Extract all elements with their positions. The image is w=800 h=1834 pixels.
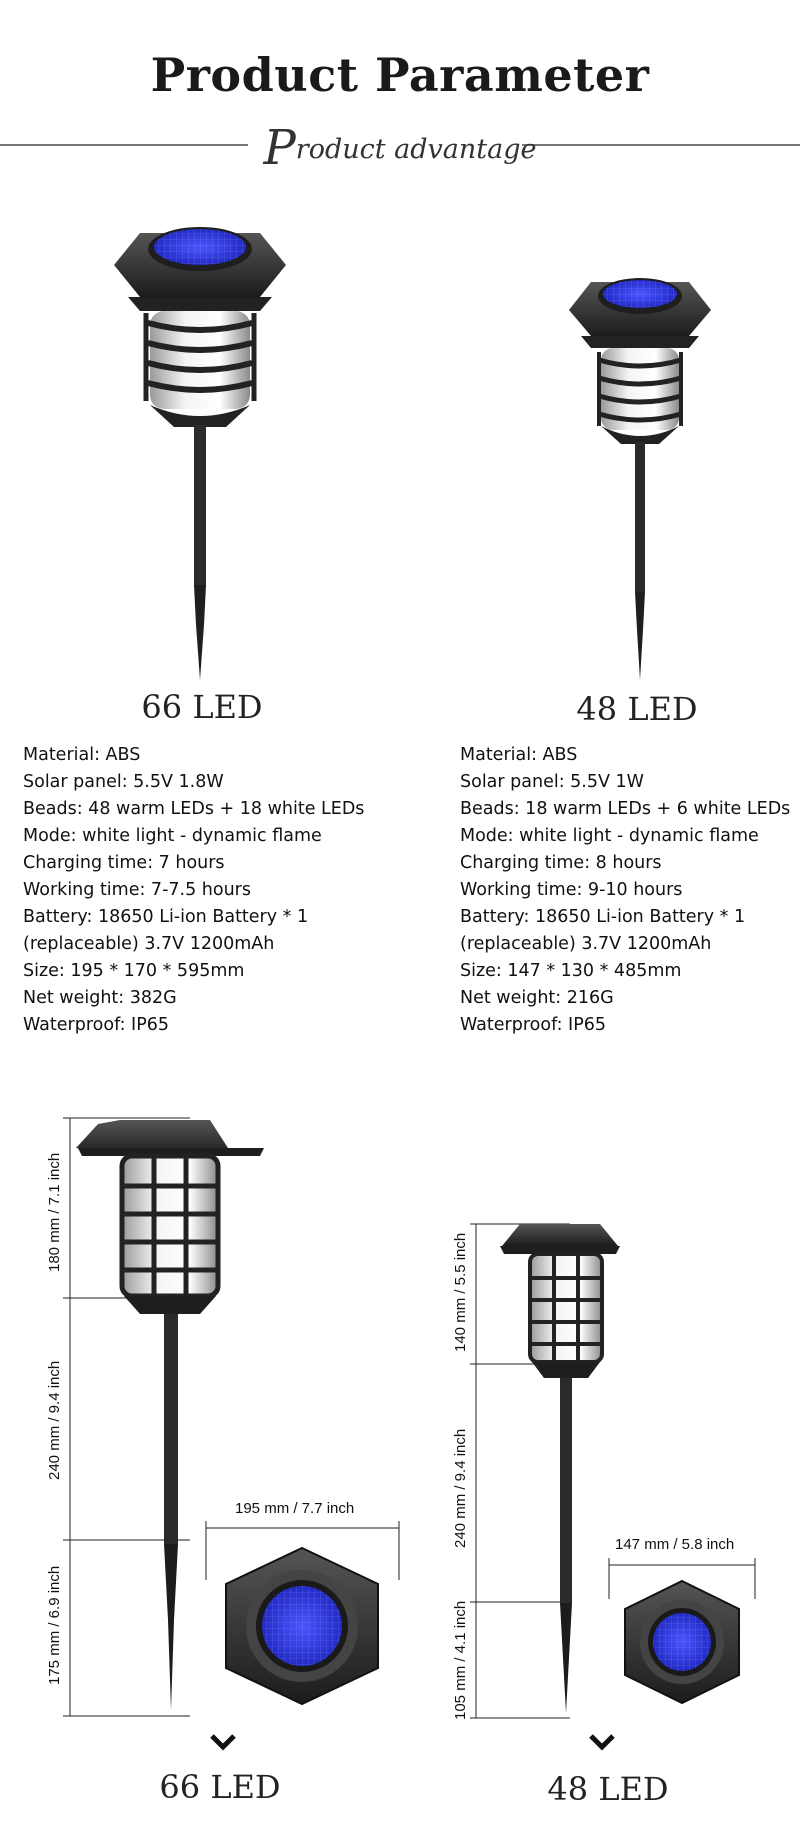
spec-item: (replaceable) 3.7V 1200mAh [460, 934, 712, 954]
top-view-66-led [200, 1520, 405, 1710]
spec-item: Size: 147 * 130 * 485mm [460, 961, 682, 981]
spec-item: Mode: white light - dynamic flame [23, 826, 322, 846]
model-label-48-led: 48 LED [576, 690, 698, 728]
spec-item: Material: ABS [460, 745, 578, 765]
spec-item: Battery: 18650 Li-ion Battery * 1 [23, 907, 309, 927]
dimension-label-top-48-led: 140 mm / 5.5 inch [452, 1232, 469, 1352]
model-label-bottom-48-led: 48 LED [547, 1770, 669, 1808]
spec-item: Waterproof: IP65 [23, 1015, 170, 1035]
product-image-66-led [110, 215, 290, 685]
page-subtitle [250, 120, 550, 176]
spec-item: Solar panel: 5.5V 1W [460, 772, 644, 792]
spec-item: Solar panel: 5.5V 1.8W [23, 772, 224, 792]
top-view-48-led [605, 1557, 760, 1717]
spec-item: Charging time: 7 hours [23, 853, 225, 873]
spec-item: Mode: white light - dynamic flame [460, 826, 759, 846]
spec-item: Beads: 48 warm LEDs + 18 white LEDs [23, 799, 365, 819]
page-title: Product Parameter [150, 48, 650, 102]
model-label-66-led: 66 LED [141, 688, 263, 726]
spec-item: Beads: 18 warm LEDs + 6 white LEDs [460, 799, 791, 819]
product-image-48-led [565, 270, 715, 685]
spec-item: Size: 195 * 170 * 595mm [23, 961, 245, 981]
chevron-down-icon [210, 1733, 236, 1753]
spec-list-48-led [460, 742, 790, 1039]
spec-list-66-led [23, 742, 364, 1039]
dimension-label-top-66-led: 180 mm / 7.1 inch [46, 1152, 63, 1272]
spec-item: Charging time: 8 hours [460, 853, 662, 873]
divider-right [522, 144, 800, 146]
spec-item: Material: ABS [23, 745, 141, 765]
spec-item: (replaceable) 3.7V 1200mAh [23, 934, 275, 954]
spec-item: Working time: 7-7.5 hours [23, 880, 251, 900]
subtitle-rest: roduct advantage [295, 134, 537, 165]
dimension-label-middle-66-led: 240 mm / 9.4 inch [46, 1360, 63, 1480]
chevron-down-icon [589, 1733, 615, 1753]
spec-item: Working time: 9-10 hours [460, 880, 683, 900]
spec-item: Net weight: 382G [23, 988, 177, 1008]
dimension-label-bottom-66-led: 175 mm / 6.9 inch [46, 1565, 63, 1685]
dimension-label-width-48-led: 147 mm / 5.8 inch [615, 1536, 735, 1553]
divider-left [0, 144, 248, 146]
model-label-bottom-66-led: 66 LED [159, 1768, 281, 1806]
dimension-label-width-66-led: 195 mm / 7.7 inch [235, 1500, 355, 1517]
spec-item: Battery: 18650 Li-ion Battery * 1 [460, 907, 746, 927]
dimension-label-bottom-48-led: 105 mm / 4.1 inch [452, 1600, 469, 1720]
subtitle-initial: P [263, 120, 296, 176]
dimension-label-middle-48-led: 240 mm / 9.4 inch [452, 1428, 469, 1548]
spec-item: Net weight: 216G [460, 988, 614, 1008]
spec-item: Waterproof: IP65 [460, 1015, 607, 1035]
